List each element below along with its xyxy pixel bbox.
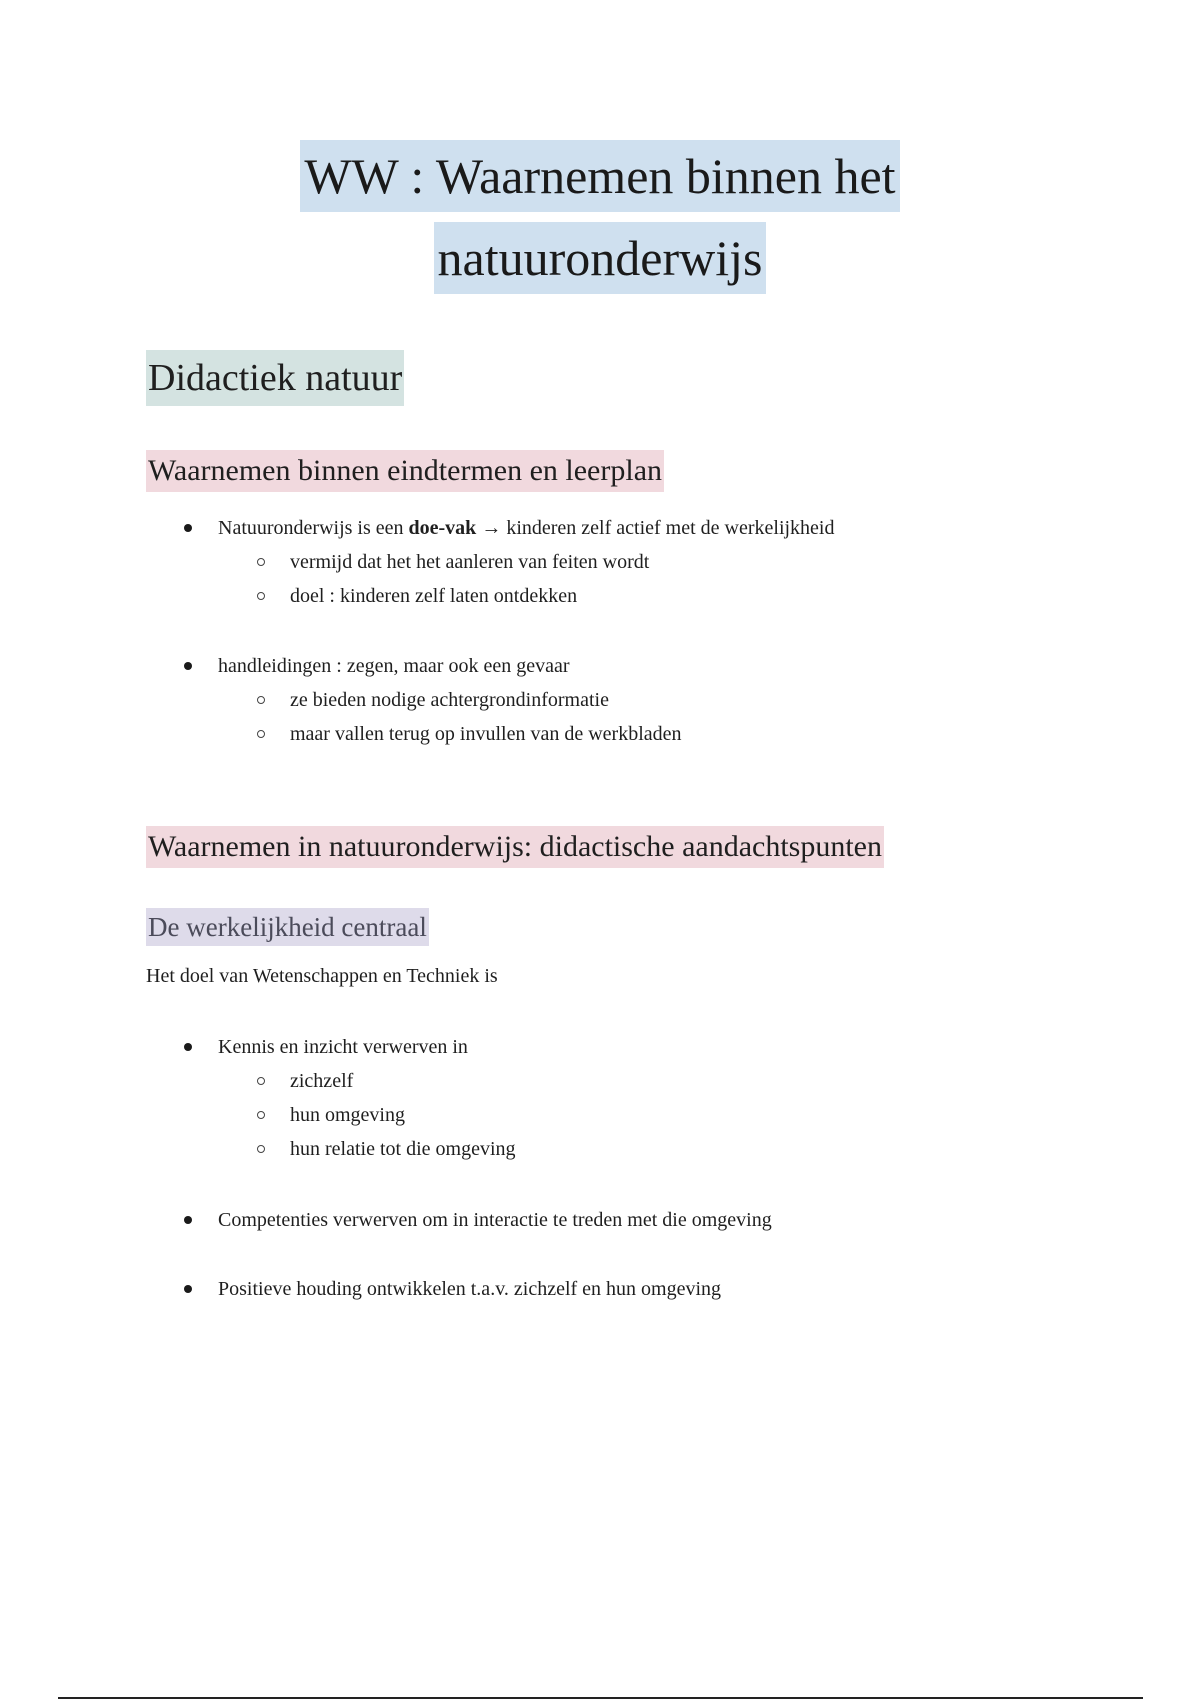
bullet-list-doelen — [0, 1030, 516, 1166]
list-item-text-pre: Natuuronderwijs is een — [218, 517, 409, 539]
bullet-list-competenties — [0, 1203, 772, 1237]
heading-didactische-aandachtspunten: Waarnemen in natuuronderwijs: didactische aandachtspunten — [146, 826, 884, 868]
sub-list-item-text: maar vallen terug op invullen van de werkbladen — [290, 723, 682, 745]
list-item — [0, 649, 682, 683]
bullet-list-eindtermen — [0, 511, 835, 613]
circle-bullet-icon — [257, 592, 265, 600]
sub-list-item — [0, 545, 835, 579]
circle-bullet-icon — [257, 1077, 265, 1085]
sub-list-item-text: hun relatie tot die omgeving — [290, 1138, 516, 1160]
heading-eindtermen-leerplan: Waarnemen binnen eindtermen en leerplan — [146, 450, 664, 492]
page-bottom-rule — [58, 1697, 1143, 1699]
sub-list-item-text: vermijd dat het het aanleren van feiten wordt — [290, 551, 650, 573]
list-item — [0, 1030, 516, 1064]
list-item — [0, 1272, 721, 1306]
list-item — [0, 511, 835, 545]
sub-list-item — [0, 717, 682, 751]
list-item-text: handleidingen : zegen, maar ook een gevaar — [218, 655, 570, 677]
sub-list-item — [0, 1098, 516, 1132]
intro-paragraph: Het doel van Wetenschappen en Techniek is — [146, 965, 498, 987]
sub-list-item — [0, 1132, 516, 1166]
bullet-icon — [184, 1216, 192, 1224]
bullet-icon — [184, 1043, 192, 1051]
bullet-icon — [184, 524, 192, 532]
title-line-2: natuuronderwijs — [434, 222, 767, 294]
sub-list-item — [0, 683, 682, 717]
heading-didactiek-natuur: Didactiek natuur — [146, 350, 404, 406]
circle-bullet-icon — [257, 1111, 265, 1119]
document-title — [0, 140, 1200, 294]
sub-list-item — [0, 579, 835, 613]
list-item-text-bold: doe-vak — [408, 517, 477, 539]
bullet-icon — [184, 1285, 192, 1293]
bullet-icon — [184, 662, 192, 670]
sub-list-item-text: ze bieden nodige achtergrondinformatie — [290, 689, 609, 711]
circle-bullet-icon — [257, 558, 265, 566]
sub-list-item-text: zichzelf — [290, 1070, 354, 1092]
list-item — [0, 1203, 772, 1237]
circle-bullet-icon — [257, 696, 265, 704]
circle-bullet-icon — [257, 730, 265, 738]
list-item-text-post: → kinderen zelf actief met de werkelijkheid — [476, 517, 835, 539]
bullet-list-houding — [0, 1272, 721, 1306]
sub-list-item-text: doel : kinderen zelf laten ontdekken — [290, 585, 578, 607]
list-item-text: Kennis en inzicht verwerven in — [218, 1036, 468, 1058]
title-line-1: WW : Waarnemen binnen het — [300, 140, 899, 212]
bullet-list-handleidingen — [0, 649, 682, 751]
subheading-werkelijkheid-centraal: De werkelijkheid centraal — [146, 908, 429, 946]
circle-bullet-icon — [257, 1145, 265, 1153]
list-item-text: Competenties verwerven om in interactie te treden met die omgeving — [218, 1209, 772, 1231]
sub-list-item — [0, 1064, 516, 1098]
sub-list-item-text: hun omgeving — [290, 1104, 405, 1126]
list-item-text: Positieve houding ontwikkelen t.a.v. zichzelf en hun omgeving — [218, 1278, 722, 1300]
